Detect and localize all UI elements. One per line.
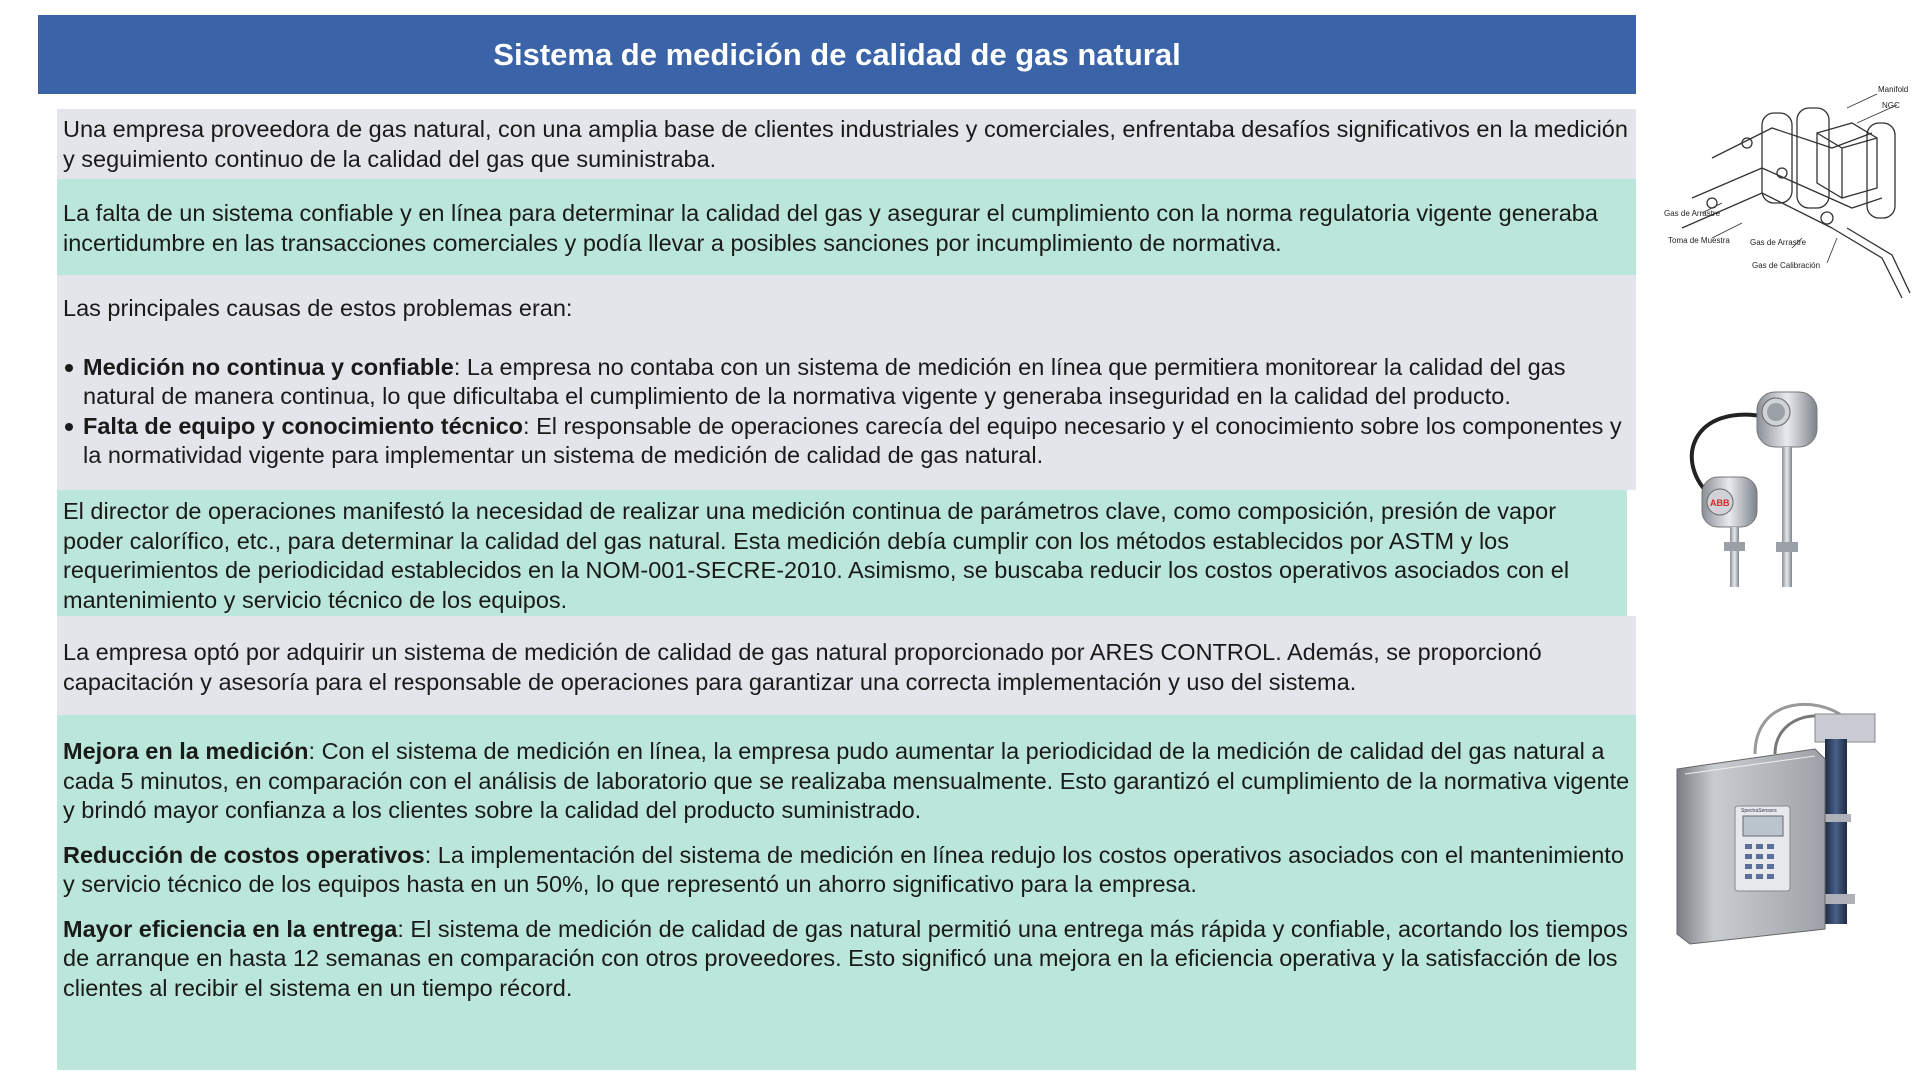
sampling-system-diagram xyxy=(1652,78,1914,306)
abb-logo: ABB xyxy=(1710,498,1730,508)
result-title: Mayor eficiencia en la entrega xyxy=(63,915,398,942)
cause-text: : El responsable de operaciones carecía del equipo necesario y el conocimiento sobre los componentes y la normatividad vigente para implementar un sistema de medición de calidad de gas natural. xyxy=(83,412,1622,468)
causes-list xyxy=(63,353,1630,471)
result-text: : El sistema de medición de calidad de gas natural permitió una entrega más rápida y confiable, acortando los tiempos de arranque en hasta 12 semanas en comparación con otros proveedores. Esto significó una mejora en la eficiencia operativa y la satisfacción de los clientes al recibir el sistema en un tiempo récord. xyxy=(63,915,1628,1001)
cause-item xyxy=(63,412,1630,471)
title-banner xyxy=(38,15,1636,94)
result-title: Reducción de costos operativos xyxy=(63,841,425,868)
page-title: Sistema de medición de calidad de gas natural xyxy=(493,36,1181,72)
result-paragraph xyxy=(63,841,1630,900)
solution-paragraph: La empresa optó por adquirir un sistema de medición de calidad de gas natural proporcionado por ARES CONTROL. Además, se proporcionó capacitación y asesoría para el responsable de operaciones para garantizar una correcta implementación y uso del sistema. xyxy=(63,639,1542,695)
results-block xyxy=(57,715,1636,1070)
diagram-label-gas-arrastre: Gas de Arrastre xyxy=(1750,238,1807,247)
causes-block xyxy=(57,275,1636,490)
need-paragraph: El director de operaciones manifestó la necesidad de realizar una medición continua de parámetros clave, como composición, presión de vapor poder calorífico, etc., para determinar la calidad del gas natural. Esta medición debía cumplir con los métodos establecidos por ASTM y los requerimientos de periodicidad establecidos en la NOM-001-SECRE-2010. Asimismo, se buscaba reducir los costos operativos asociados con el mantenimiento y servicio técnico de los equipos. xyxy=(63,498,1570,613)
result-text: : La implementación del sistema de medición en línea redujo los costos operativos asociados con el mantenimiento y servicio técnico de los equipos hasta en un 50%, lo que representó un ahorro significativo para la empresa. xyxy=(63,841,1624,897)
need-block xyxy=(57,490,1627,616)
diagram-label-toma-muestra: Toma de Muestra xyxy=(1668,236,1730,245)
intro-paragraph: Una empresa proveedora de gas natural, con una amplia base de clientes industriales y comerciales, enfrentaba desafíos significativos en la medición y seguimiento continuo de la calidad del gas que suministraba. xyxy=(63,116,1628,172)
result-paragraph xyxy=(63,737,1630,826)
problem-paragraph: La falta de un sistema confiable y en línea para determinar la calidad del gas y asegurar el cumplimiento con la norma regulatoria vigente generaba incertidumbre en las transacciones comerciales y podía llevar a posibles sanciones por incumplimiento de normativa. xyxy=(63,200,1598,256)
solution-block xyxy=(57,616,1636,715)
transmitter-probes-image xyxy=(1672,382,1832,592)
cause-text: : La empresa no contaba con un sistema de medición en línea que permitiera monitorear la calidad del gas natural de manera continua, lo que dificultaba el cumplimiento de la normativa vigente y generaba inseguridad en la calidad del producto. xyxy=(83,353,1566,409)
cause-title: Medición no continua y confiable xyxy=(83,353,454,380)
result-title: Mejora en la medición xyxy=(63,738,309,764)
problem-block xyxy=(57,179,1636,275)
analyzer-brand-label: SpectraSensors xyxy=(1741,808,1777,814)
cause-title: Falta de equipo y conocimiento técnico xyxy=(83,412,524,439)
cause-item xyxy=(63,353,1630,412)
result-text: : Con el sistema de medición en línea, la empresa pudo aumentar la periodicidad de la medición de calidad del gas natural a cada 5 minutos, en comparación con el análisis de laboratorio que se realizaba mensualmente. Esto garantizó el cumplimiento de la normativa vigente y brindó mayor confianza a los clientes sobre la calidad del producto suministrado. xyxy=(63,738,1630,823)
diagram-label-gas-arrastre: Gas de Arrastre xyxy=(1664,209,1721,218)
intro-block xyxy=(57,109,1636,179)
diagram-label-manifold: Manifold xyxy=(1878,85,1909,94)
causes-intro: Las principales causas de estos problemas eran: xyxy=(63,295,573,321)
diagram-label-gas-calibracion: Gas de Calibración xyxy=(1752,261,1821,270)
gas-analyzer-image xyxy=(1665,694,1885,952)
diagram-label-ngc: NGC xyxy=(1882,101,1900,110)
result-paragraph xyxy=(63,915,1630,1004)
